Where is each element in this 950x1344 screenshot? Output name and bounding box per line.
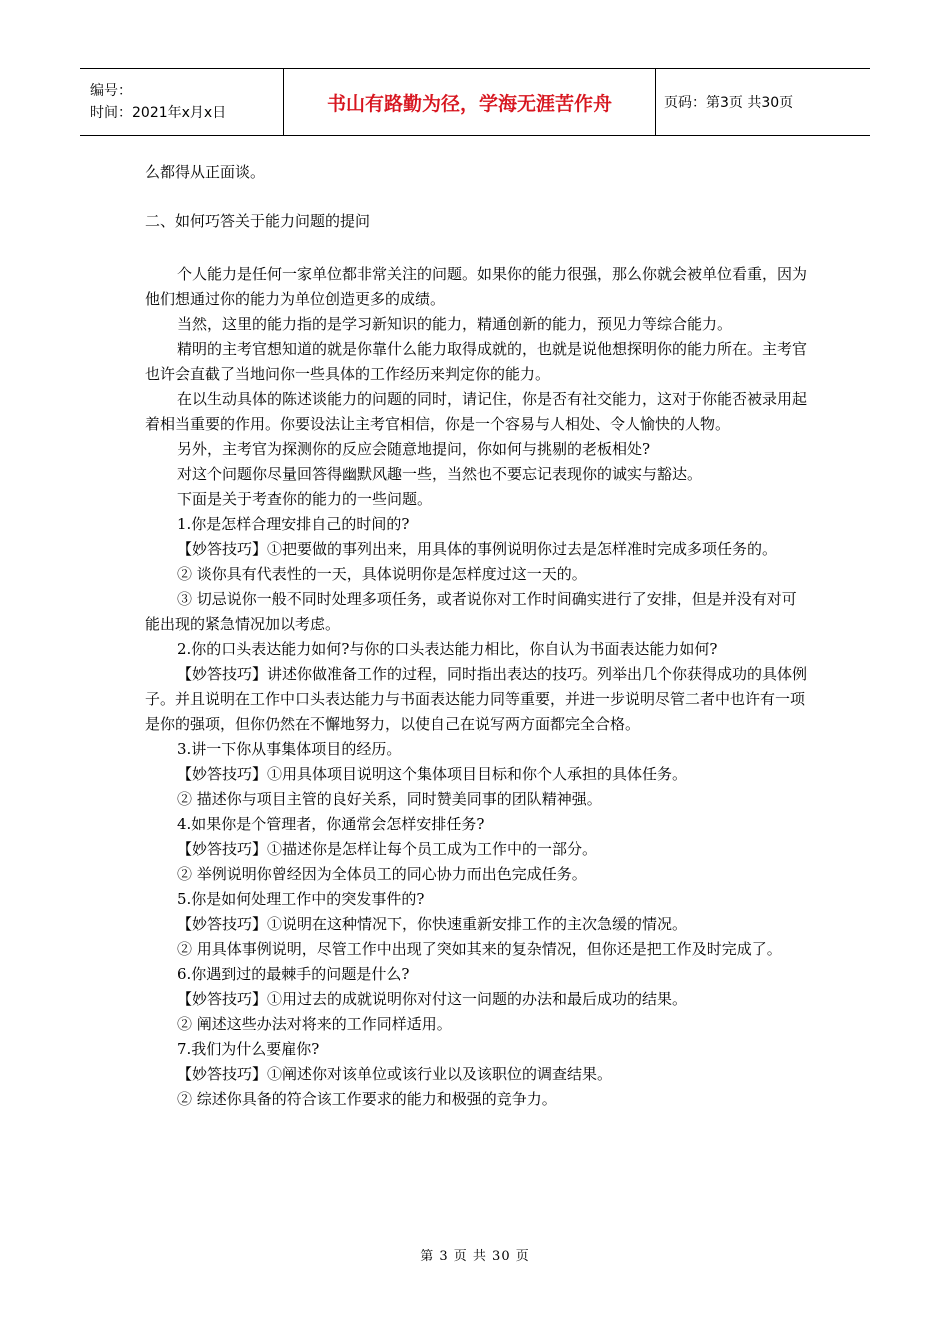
header-page-cell: [656, 69, 870, 135]
page-footer: [0, 1245, 950, 1264]
answer-tip: 【妙答技巧】①把要做的事列出来，用具体的事例说明你过去是怎样准时完成多项任务的。: [177, 540, 778, 558]
document-number-label: 编号：: [90, 83, 132, 99]
paragraph: 个人能力是任何一家单位都非常关注的问题。如果你的能力很强，那么你就会被单位看重，因为他们想通过你的能力为单位创造更多的成绩。: [145, 265, 808, 308]
answer-tip: ② 综述你具备的符合该工作要求的能力和极强的竞争力。: [177, 1090, 557, 1108]
page-header: [80, 68, 870, 136]
paragraph: 在以生动具体的陈述谈能力的问题的同时，请记住，你是否有社交能力，这对于你能否被录用起着相当重要的作用。你要设法让主考官相信，你是一个容易与人相处、令人愉快的人物。: [145, 390, 808, 433]
document-body: [145, 160, 810, 1112]
paragraph: 下面是关于考查你的能力的一些问题。: [177, 490, 433, 508]
document-date: 时间：2021年x月x日: [90, 105, 227, 121]
answer-tip: 【妙答技巧】讲述你做准备工作的过程，同时指出表达的技巧。列举出几个你获得成功的具体例子。并且说明在工作中口头表达能力与书面表达能力同等重要，并进一步说明尽管二者中也许有一项是你的强项，但你仍然在不懈地努力，以使自己在说写两方面都完全合格。: [145, 665, 808, 733]
answer-tip: 【妙答技巧】①用过去的成就说明你对付这一问题的办法和最后成功的结果。: [177, 990, 688, 1008]
question-heading: 6.你遇到过的最棘手的问题是什么?: [177, 965, 410, 983]
paragraph: 精明的主考官想知道的就是你靠什么能力取得成就的，也就是说他想探明你的能力所在。主考官也许会直截了当地问你一些具体的工作经历来判定你的能力。: [145, 340, 808, 383]
paragraph: 另外，主考官为探测你的反应会随意地提问，你如何与挑剔的老板相处?: [177, 440, 651, 458]
answer-tip: 【妙答技巧】①描述你是怎样让每个员工成为工作中的一部分。: [177, 840, 598, 858]
question-heading: 7.我们为什么要雇你?: [177, 1040, 320, 1058]
header-page-info: 页码：第3页 共30页: [664, 95, 794, 111]
answer-tip: ② 用具体事例说明，尽管工作中出现了突如其来的复杂情况，但你还是把工作及时完成了。: [177, 940, 782, 958]
header-motto: 书山有路勤为径，学海无涯苦作舟: [326, 92, 612, 115]
answer-tip: ② 举例说明你曾经因为全体员工的同心协力而出色完成任务。: [177, 865, 587, 883]
footer-page-number: 第 3 页 共 30 页: [420, 1249, 530, 1264]
answer-tip: 【妙答技巧】①阐述你对该单位或该行业以及该职位的调查结果。: [177, 1065, 613, 1083]
question-heading: 1.你是怎样合理安排自己的时间的?: [177, 515, 410, 533]
answer-tip: ② 谈你具有代表性的一天，具体说明你是怎样度过这一天的。: [177, 565, 587, 583]
question-heading: 4.如果你是个管理者，你通常会怎样安排任务?: [177, 815, 485, 833]
answer-tip: ② 阐述这些办法对将来的工作同样适用。: [177, 1015, 452, 1033]
answer-tip: ② 描述你与项目主管的良好关系，同时赞美同事的团队精神强。: [177, 790, 602, 808]
answer-tip: 【妙答技巧】①说明在这种情况下，你快速重新安排工作的主次急缓的情况。: [177, 915, 688, 933]
paragraph: 当然，这里的能力指的是学习新知识的能力，精通创新的能力，预见力等综合能力。: [177, 315, 733, 333]
question-heading: 5.你是如何处理工作中的突发事件的?: [177, 890, 425, 908]
question-heading: 3.讲一下你从事集体项目的经历。: [177, 740, 402, 758]
section-heading: 二、如何巧答关于能力问题的提问: [145, 212, 371, 230]
paragraph: 对这个问题你尽量回答得幽默风趣一些，当然也不要忘记表现你的诚实与豁达。: [177, 465, 703, 483]
header-left-cell: [80, 69, 284, 135]
answer-tip: ③ 切忌说你一般不同时处理多项任务，或者说你对工作时间确实进行了安排，但是并没有对可能出现的紧急情况加以考虑。: [145, 590, 797, 633]
question-heading: 2.你的口头表达能力如何?与你的口头表达能力相比，你自认为书面表达能力如何?: [177, 640, 718, 658]
answer-tip: 【妙答技巧】①用具体项目说明这个集体项目目标和你个人承担的具体任务。: [177, 765, 688, 783]
header-motto-cell: [284, 69, 656, 135]
paragraph-continued: 么都得从正面谈。: [145, 163, 266, 181]
